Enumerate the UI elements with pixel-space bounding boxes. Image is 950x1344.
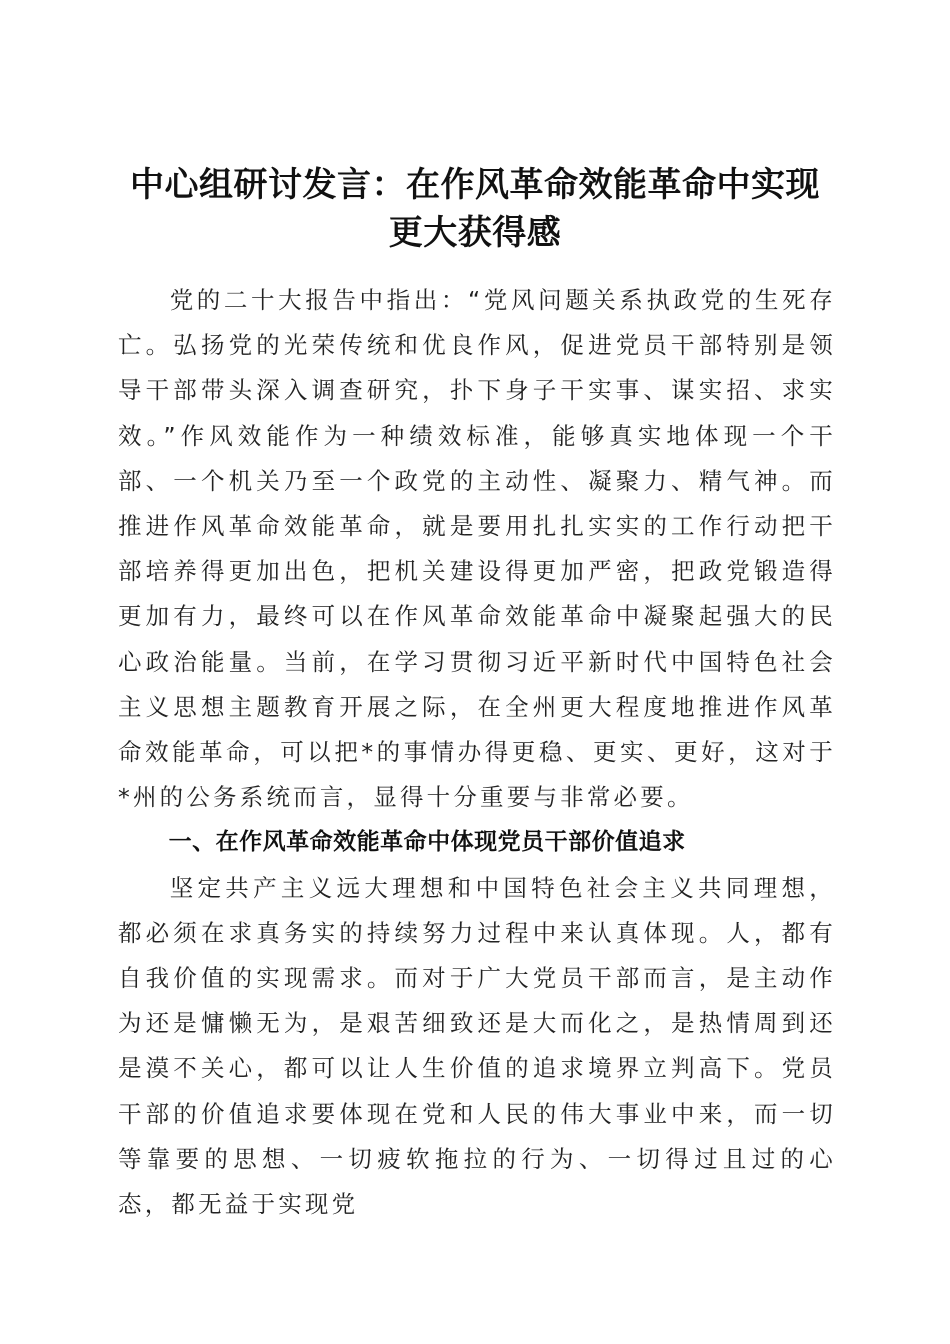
title-line-1: 中心组研讨发言：在作风革命效能革命中实现	[130, 164, 820, 205]
document-title	[100, 161, 850, 257]
title-line-2: 更大获得感	[388, 212, 562, 253]
paragraph-intro: 党的二十大报告中指出：“党风问题关系执政党的生死存亡。弘扬党的光荣传统和优良作风，促进党员干部特别是领导干部带头深入调查研究，扑下身子干实事、谋实招、求实效。”作风效能作为一种绩效标准，能够真实地体现一个干部、一个机关乃至一个政党的主动性、凝聚力、精气神。而推进作风革命效能革命，就是要用扎扎实实的工作行动把干部培养得更加出色，把机关建设得更加严密，把政党锻造得更加有力，最终可以在作风革命效能革命中凝聚起强大的民心政治能量。当前，在学习贯彻习近平新时代中国特色社会主义思想主题教育开展之际，在全州更大程度地推进作风革命效能革命，可以把*的事情办得更稳、更实、更好，这对于*州的公务系统而言，显得十分重要与非常必要。	[118, 286, 836, 812]
section-heading-1: 一、在作风革命效能革命中体现党员干部价值追求	[168, 829, 686, 856]
paragraph-section-1: 坚定共产主义远大理想和中国特色社会主义共同理想，都必须在求真务实的持续努力过程中来认真体现。人，都有自我价值的实现需求。而对于广大党员干部而言，是主动作为还是慵懒无为，是艰苦细致还是大而化之，是热情周到还是漠不关心，都可以让人生价值的追求境界立判高下。党员干部的价值追求要体现在党和人民的伟大事业中来，而一切等靠要的思想、一切疲软拖拉的行为、一切得过且过的心态，都无益于实现党	[118, 873, 836, 1219]
document-body	[118, 278, 836, 1227]
